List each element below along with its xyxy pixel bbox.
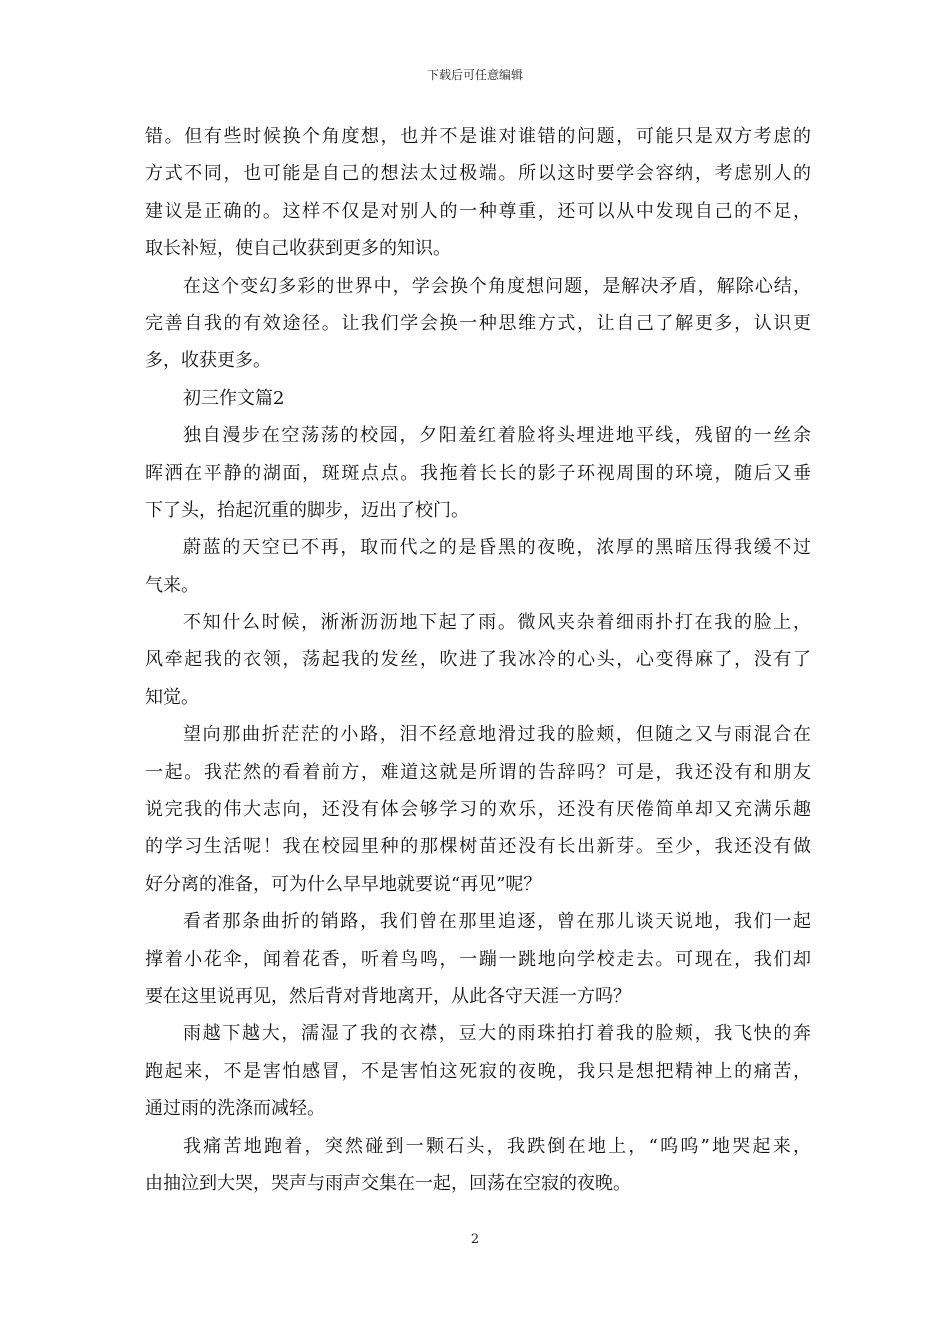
text-line: 由抽泣到大哭，哭声与雨声交集在一起，回荡在空寂的夜晚。 <box>145 1172 631 1194</box>
paragraph <box>145 118 811 268</box>
page-header: 下载后可任意编辑 <box>426 68 523 82</box>
paragraph <box>145 1015 811 1127</box>
text-line: 不知什么时候，淅淅沥沥地下起了雨。微风夹杂着细雨扑打在我的脸上， <box>183 612 811 634</box>
text-line: 要在这里说再见，然后背对背地离开，从此各守天涯一方吗？ <box>145 985 631 1007</box>
text-line: 晖洒在平静的湖面，斑斑点点。我拖着长长的影子环视周围的环境，随后又垂 <box>145 462 811 484</box>
paragraph <box>145 1128 811 1203</box>
paragraph <box>145 380 811 417</box>
page-number: 2 <box>470 1232 480 1247</box>
paragraph <box>145 903 811 1015</box>
paragraph <box>145 716 811 903</box>
document-body <box>145 118 811 1202</box>
text-line: 多，收获更多。 <box>145 350 271 372</box>
text-line: 完善自我的有效途径。让我们学会换一种思维方式，让自己了解更多，认识更 <box>145 312 811 334</box>
text-line: 跑起来，不是害怕感冒，不是害怕这死寂的夜晚，我只是想把精神上的痛苦， <box>145 1060 811 1082</box>
text-line: 通过雨的洗涤而减轻。 <box>145 1098 325 1120</box>
text-line: 说完我的伟大志向，还没有体会够学习的欢乐，还没有厌倦简单却又充满乐趣 <box>145 799 811 821</box>
text-line: 看者那条曲折的销路，我们曾在那里追逐，曾在那儿谈天说地，我们一起 <box>183 911 811 933</box>
text-line: 在这个变幻多彩的世界中，学会换个角度想问题，是解决矛盾，解除心结， <box>183 275 811 297</box>
paragraph <box>145 529 811 604</box>
text-line: 气来。 <box>145 574 199 596</box>
text-line: 独自漫步在空荡荡的校园，夕阳羞红着脸将头埋进地平线，残留的一丝余 <box>183 425 811 447</box>
text-line: 望向那曲折茫茫的小路，泪不经意地滑过我的脸颊，但随之又与雨混合在 <box>183 724 811 746</box>
text-line: 好分离的准备，可为什么早早地就要说“再见”呢？ <box>145 873 542 895</box>
text-line: 我痛苦地跑着，突然碰到一颗石头，我跌倒在地上，“呜呜”地哭起来， <box>183 1135 811 1157</box>
text-line: 错。但有些时候换个角度想，也并不是谁对谁错的问题，可能只是双方考虑的 <box>145 126 811 147</box>
text-line: 方式不同，也可能是自己的想法太过极端。所以这时要学会容纳，考虑别人的 <box>145 163 811 185</box>
text-line: 取长补短，使自己收获到更多的知识。 <box>145 238 451 260</box>
text-line: 下了头，抬起沉重的脚步，迈出了校门。 <box>145 499 469 521</box>
text-line: 雨越下越大，濡湿了我的衣襟，豆大的雨珠拍打着我的脸颊，我飞快的奔 <box>183 1023 811 1045</box>
text-line: 一起。我茫然的看着前方，难道这就是所谓的告辞吗？可是，我还没有和朋友 <box>145 761 811 783</box>
paragraph <box>145 417 811 529</box>
paragraph <box>145 268 811 380</box>
text-line: 知觉。 <box>145 686 199 708</box>
text-line: 初三作文篇2 <box>183 387 285 409</box>
text-line: 风牵起我的衣领，荡起我的发丝，吹进了我冰冷的心头，心变得麻了，没有了 <box>145 649 811 671</box>
paragraph <box>145 604 811 716</box>
text-line: 的学习生活呢！我在校园里种的那棵树苗还没有长出新芽。至少，我还没有做 <box>145 836 811 858</box>
text-line: 建议是正确的。这样不仅是对别人的一种尊重，还可以从中发现自己的不足， <box>145 200 811 222</box>
text-line: 撑着小花伞，闻着花香，听着鸟鸣，一蹦一跳地向学校走去。可现在，我们却 <box>145 948 811 970</box>
text-line: 蔚蓝的天空已不再，取而代之的是昏黑的夜晚，浓厚的黑暗压得我缓不过 <box>183 537 811 559</box>
